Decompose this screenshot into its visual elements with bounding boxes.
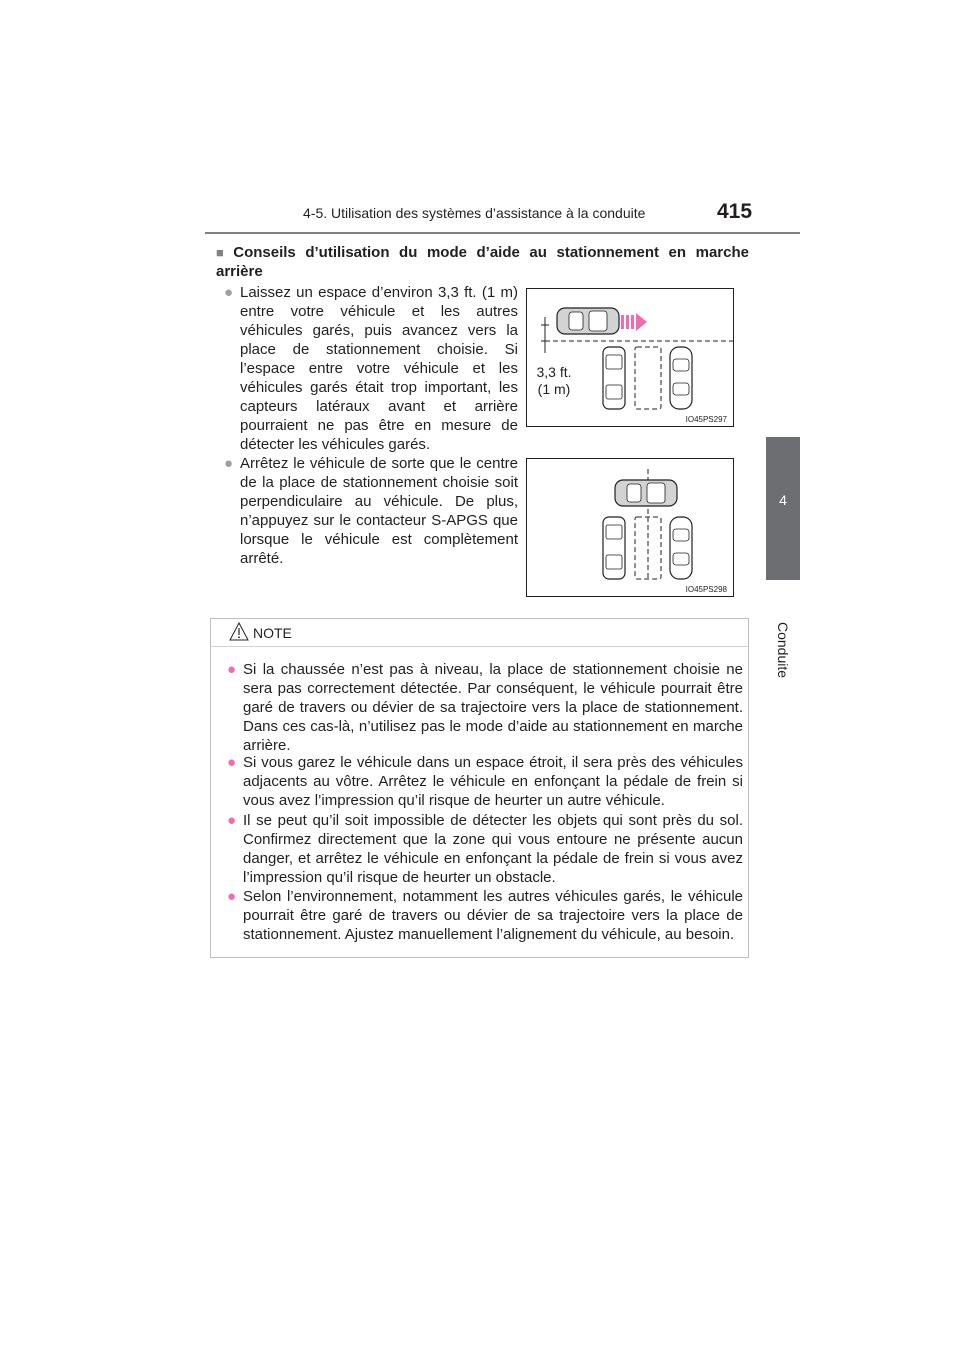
parked-car-icon [670, 347, 692, 409]
distance-label-m: (1 m) [537, 381, 571, 397]
parked-car-icon [603, 347, 625, 409]
section-heading-text: Conseils d’utilisation du mode d’aide au stationnement en marche arrière [216, 244, 749, 280]
direction-arrow-icon [621, 313, 647, 331]
instruction-text: Laissez un espace d’environ 3,3 ft. (1 m) entre votre véhicule et les autres véhicules garés, puis avancez vers la place de stationnement choisie. Si l’espace entre votre véhicule et les véhicules garés était trop important, les capteurs latéraux avant et arrière pourraient ne pas être en mesure de détecter les véhicules garés. [240, 284, 518, 453]
instruction-item [224, 454, 518, 568]
header-section-title: 4-5. Utilisation des systèmes d’assistance à la conduite [303, 205, 646, 221]
bullet-icon: ● [227, 812, 237, 829]
chapter-label-text: Conduite [775, 621, 791, 679]
note-text: Selon l’environnement, notamment les autres véhicules garés, le véhicule pourrait être garé de travers ou dévier de sa trajectoire vers la place de stationnement. Ajustez manuellement l’alignement du véhicule, au besoin. [243, 888, 743, 943]
instruction-item [224, 283, 518, 454]
note-header [211, 619, 748, 647]
note-text: Il se peut qu’il soit impossible de détecter les objets qui sont près du sol. Confirmez directement que la zone qui vous entoure ne présente aucun danger, et arrêtez le véhicule en enfonçant la pédale de frein si vous avez l’impression qu’il risque de heurter un obstacle. [243, 812, 743, 886]
note-item [227, 887, 743, 944]
header-divider [205, 232, 800, 234]
target-parking-space [635, 347, 661, 409]
chapter-tab [766, 437, 800, 580]
figure-parking-stop [526, 458, 734, 597]
parked-car-icon [670, 517, 692, 579]
distance-label [524, 364, 584, 398]
parking-stop-illustration [527, 459, 733, 596]
bullet-icon: ● [227, 754, 237, 771]
note-item [227, 811, 743, 887]
chapter-label [775, 620, 791, 680]
note-box [210, 618, 749, 958]
parking-approach-illustration [527, 289, 733, 426]
page-number: 415 [717, 200, 753, 223]
note-title: NOTE [253, 625, 292, 641]
note-text: Si vous garez le véhicule dans un espace étroit, il sera près des véhicules adjacents au vôtre. Arrêtez le véhicule en enfonçant la pédale de frein si vous avez l’impression qu’il risque de heurter un autre véhicule. [243, 754, 743, 809]
note-item [227, 753, 743, 810]
parked-car-icon [603, 517, 625, 579]
note-item [227, 660, 743, 755]
bullet-icon: ● [224, 284, 234, 301]
figure-code: IO45PS297 [685, 415, 727, 424]
warning-triangle-icon [229, 622, 249, 641]
moving-car-icon [557, 308, 619, 334]
bullet-icon: ● [224, 455, 234, 472]
stopped-car-icon [615, 480, 677, 506]
distance-label-ft: 3,3 ft. [536, 364, 572, 380]
section-heading [216, 243, 749, 281]
figure-code: IO45PS298 [685, 585, 727, 594]
bullet-icon: ● [227, 661, 237, 678]
section-marker-icon: ■ [216, 245, 230, 260]
note-text: Si la chaussée n’est pas à niveau, la place de stationnement choisie ne sera pas correctement détectée. Par conséquent, le véhicule pourrait être garé de travers ou dévier de sa trajectoire vers la place de stationnement. Dans ces cas-là, n’utilisez pas le mode d’aide au stationnement en marche arrière. [243, 661, 743, 754]
instruction-text: Arrêtez le véhicule de sorte que le centre de la place de stationnement choisie soit perpendiculaire au véhicule. De plus, n’appuyez sur le contacteur S-APGS que lorsque le véhicule est complètement arrêté. [240, 455, 518, 567]
bullet-icon: ● [227, 888, 237, 905]
figure-parking-approach [526, 288, 734, 427]
chapter-number: 4 [779, 492, 787, 508]
